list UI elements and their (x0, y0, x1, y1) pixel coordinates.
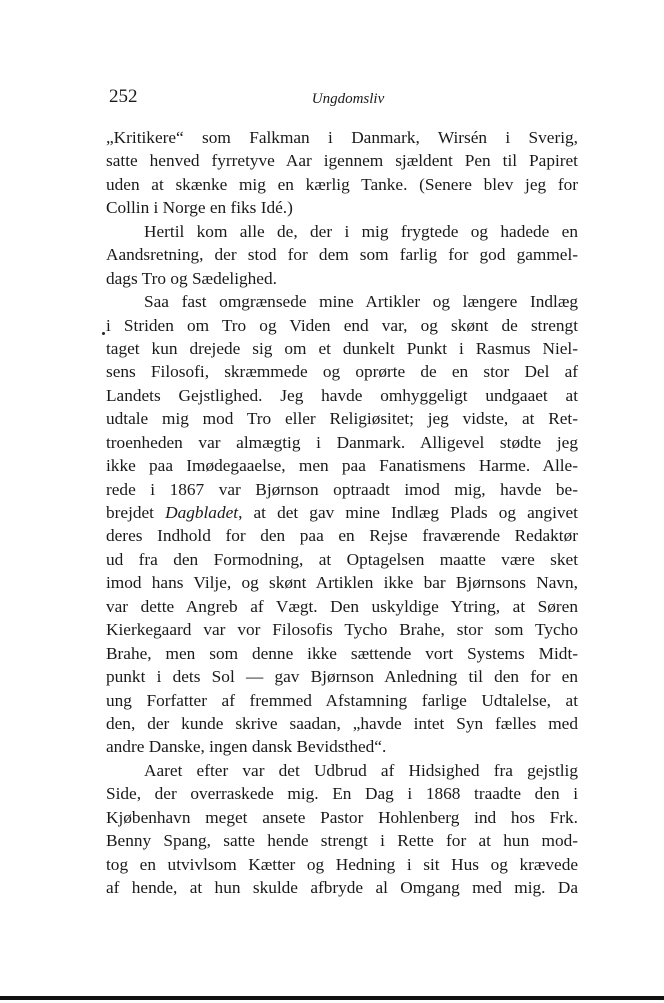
text-line: Benny Spang, satte hende strengt i Rette for at hun mod- (106, 831, 578, 851)
page-number: 252 (109, 86, 138, 107)
text-line: Collin i Norge en fiks Idé.) (106, 198, 293, 218)
text-line: Aandsretning, der stod for dem som farlig for god gammel- (106, 245, 578, 265)
text-line: taget kun drejede sig om et dunkelt Punkt i Rasmus Niel- (106, 338, 578, 358)
text-line: dags Tro og Sædelighed. (106, 268, 277, 288)
text-line: punkt i dets Sol — gav Bjørnson Anledning til den for en (106, 667, 578, 687)
text-line: ikke paa Imødegaaelse, men paa Fanatismens Harme. Alle- (106, 456, 578, 476)
text-line: „Kritikere“ som Falkman i Danmark, Wirsén i Sverig, (106, 128, 578, 147)
text-line: tog en utvivlsom Kætter og Hedning i sit Hus og krævede (106, 854, 578, 874)
text-line: Brahe, men som denne ikke sættende vort Systems Midt- (106, 643, 578, 663)
text-line-dagbladet (106, 501, 578, 524)
text-line: Hertil kom alle de, der i mig frygtede og hadede en (144, 221, 578, 241)
running-head: Ungdomsliv (311, 91, 385, 107)
text-line: rede i 1867 var Bjørnson optraadt imod mig, havde be- (106, 479, 578, 499)
text-segment: brejdet Dagbladet, at det gav mine Indlæg Plads og angivet (106, 503, 578, 522)
text-line: deres Indhold for den paa en Rejse fraværende Redaktør (106, 526, 578, 546)
text-line: udtale mig mod Tro eller Religiøsitet; jeg vidste, at Ret- (106, 409, 578, 429)
scan-edge (0, 996, 664, 1000)
newspaper-title: Dagbladet (165, 503, 239, 522)
text-line: andre Danske, ingen dansk Bevidsthed“. (106, 737, 387, 757)
text-line: Aaret efter var det Udbrud af Hidsighed fra gejstlig (144, 760, 578, 780)
print-speck (102, 332, 105, 335)
text-line: Kierkegaard var vor Filosofis Tycho Brahe, stor som Tycho (106, 620, 578, 640)
text-line: var dette Angreb af Vægt. Den uskyldige Ytring, at Søren (106, 596, 578, 616)
text-line: i Striden om Tro og Viden end var, og skønt de strengt (106, 315, 578, 335)
text-line: den, der kunde skrive saadan, „havde intet Syn fælles med (106, 713, 578, 733)
text-line: Saa fast omgrænsede mine Artikler og længere Indlæg (144, 292, 578, 312)
text-line: Landets Gejstlighed. Jeg havde omhyggeligt undgaaet at (106, 385, 578, 405)
text-line: Kjøbenhavn meget ansete Pastor Hohlenberg ind hos Frk. (106, 807, 578, 827)
text-line: uden at skænke mig en kærlig Tanke. (Senere blev jeg for (106, 174, 578, 194)
text-line: Side, der overraskede mig. En Dag i 1868 traadte den i (106, 784, 578, 804)
text-line: ud fra den Formodning, at Optagelsen maatte være sket (106, 549, 578, 569)
text-line: ung Forfatter af fremmed Afstamning farlige Udtalelse, at (106, 690, 578, 710)
text-line: sens Filosofi, skræmmede og oprørte de en stor Del af (106, 362, 578, 382)
text-line: af hende, at hun skulde afbryde al Omgang med mig. Da (106, 878, 578, 897)
text-line: satte henved fyrretyve Aar igennem sjældent Pen til Papiret (106, 151, 578, 171)
text-line: troenheden var almægtig i Danmark. Alligevel stødte jeg (106, 432, 578, 452)
text-line: imod hans Vilje, og skønt Artiklen ikke bar Bjørnsons Navn, (106, 573, 578, 593)
body-text (106, 126, 578, 899)
